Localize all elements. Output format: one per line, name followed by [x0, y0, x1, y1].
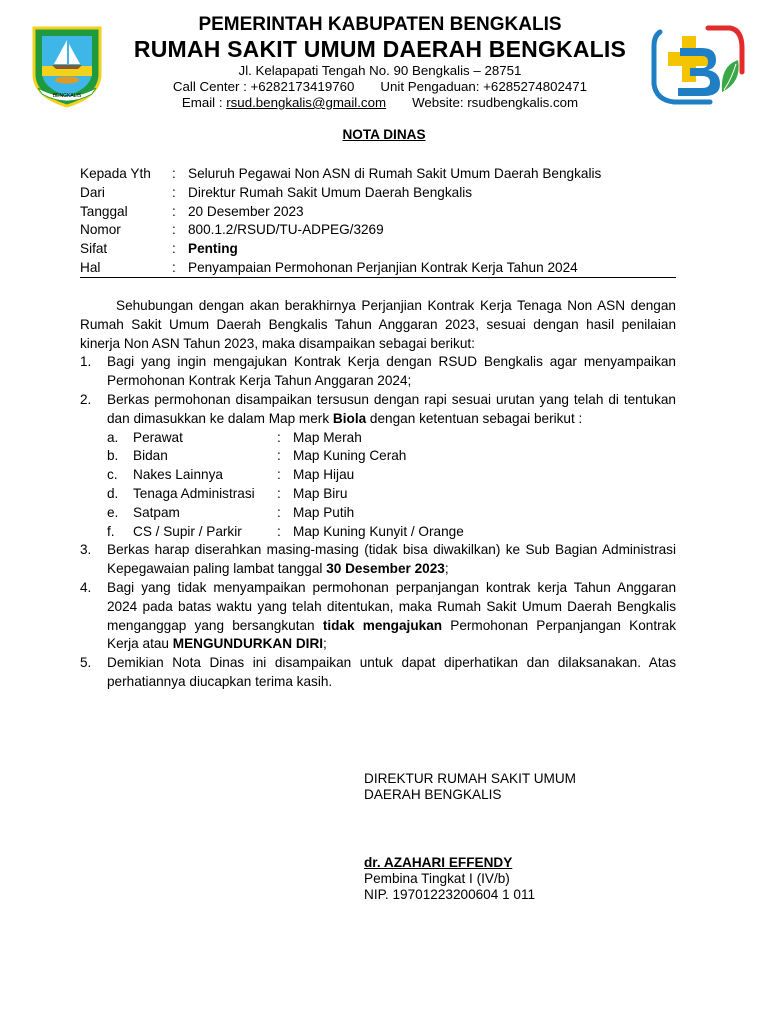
- phone-line: [110, 79, 650, 95]
- list-item: 3. Berkas harap diserahkan masing-masing (tidak bisa diwakilkan) ke Sub Bagian Administrasi Kepegawaian paling lambat tanggal 30 Desember 2023;: [80, 542, 676, 577]
- meta-row: Dari : Direktur Rumah Sakit Umum Daerah Bengkalis: [80, 184, 473, 200]
- email-label: Email :: [181, 95, 227, 110]
- map-row: d. Tenaga Administrasi : Map Biru: [107, 485, 348, 501]
- signatory-nip: NIP. 19701223200604 1 011: [364, 887, 536, 902]
- contact-line: [110, 95, 650, 111]
- meta-row: Kepada Yth : Seluruh Pegawai Non ASN di Rumah Sakit Umum Daerah Bengkalis: [80, 166, 602, 181]
- map-list: [80, 429, 676, 542]
- list-item: 5. Demikian Nota Dinas ini disampaikan untuk dapat diperhatikan dan dilaksanakan. Atas perhatiannya diucapkan terima kasih.: [80, 655, 676, 689]
- complaints-unit: Unit Pengaduan: +6285274802471: [380, 79, 588, 94]
- memo-body: [80, 297, 676, 692]
- list-item: 4. Bagi yang tidak menyampaikan permohonan perpanjangan kontrak kerja Tahun Anggaran 2024 pada batas waktu yang telah ditentukan, maka Rumah Sakit Umum Daerah Bengkalis menganggap yang bersangkutan tidak mengajukan Permohonan Perpanjangan Kontrak Kerja atau MENGUNDURKAN DIRI;: [80, 579, 676, 652]
- letterhead: [110, 12, 650, 111]
- government-name: PEMERINTAH KABUPATEN BENGKALIS: [198, 14, 562, 35]
- signature-title: DIREKTUR RUMAH SAKIT UMUM DAERAH BENGKALIS: [364, 771, 576, 802]
- signatory: [364, 855, 535, 903]
- memo-details: [80, 165, 676, 278]
- meta-row: Tanggal : 20 Desember 2023: [80, 203, 304, 219]
- email-link[interactable]: rsud.bengkalis@gmail.com: [226, 95, 387, 110]
- list-item: 1. Bagi yang ingin mengajukan Kontrak Kerja dengan RSUD Bengkalis agar menyampaikan Permohonan Kontrak Kerja Tahun Anggaran 2024;: [80, 354, 676, 389]
- signatory-name: dr. AZAHARI EFFENDY: [364, 855, 513, 870]
- meta-row: Nomor : 800.1.2/RSUD/TU-ADPEG/3269: [80, 222, 384, 238]
- divider: [80, 277, 676, 278]
- kabupaten-seal-icon: [30, 22, 104, 108]
- seal-label: BENGKALIS: [52, 93, 82, 99]
- meta-row: Sifat : Penting: [80, 241, 238, 257]
- rsud-logo-icon: [650, 22, 746, 106]
- meta-row: Hal : Penyampaian Permohonan Perjanjian Kontrak Kerja Tahun 2024: [80, 259, 578, 275]
- map-row: e. Satpam : Map Putih: [107, 504, 355, 520]
- intro-paragraph: Sehubungan dengan akan berakhirnya Perjanjian Kontrak Kerja Tenaga Non ASN dengan Rumah Sakit Umum Daerah Bengkalis Tahun Anggaran 2023, sesuai dengan hasil penilaian kinerja Non ASN Tahun 2023, maka disampaikan sebagai berikut:: [80, 298, 676, 351]
- call-center: Call Center : +6282173419760: [172, 79, 355, 94]
- map-row: c. Nakes Lainnya : Map Hijau: [107, 467, 355, 483]
- signatory-rank: Pembina Tingkat I (IV/b): [364, 871, 510, 886]
- address: Jl. Kelapapati Tengah No. 90 Bengkalis – 28751: [238, 63, 522, 78]
- hospital-name: RUMAH SAKIT UMUM DAERAH BENGKALIS: [133, 36, 627, 62]
- website: Website: rsudbengkalis.com: [412, 95, 579, 110]
- document-title: NOTA DINAS: [342, 127, 426, 142]
- map-row: f. CS / Supir / Parkir : Map Kuning Kunyit / Orange: [107, 523, 464, 539]
- map-row: b. Bidan : Map Kuning Cerah: [107, 448, 407, 464]
- map-row: a. Perawat : Map Merah: [107, 429, 362, 445]
- list-item: 2. Berkas permohonan disampaikan tersusun dengan rapi sesuai urutan yang telah di tentukan dan dimasukkan ke dalam Map merk Biola dengan ketentuan sebagai berikut :: [80, 391, 676, 426]
